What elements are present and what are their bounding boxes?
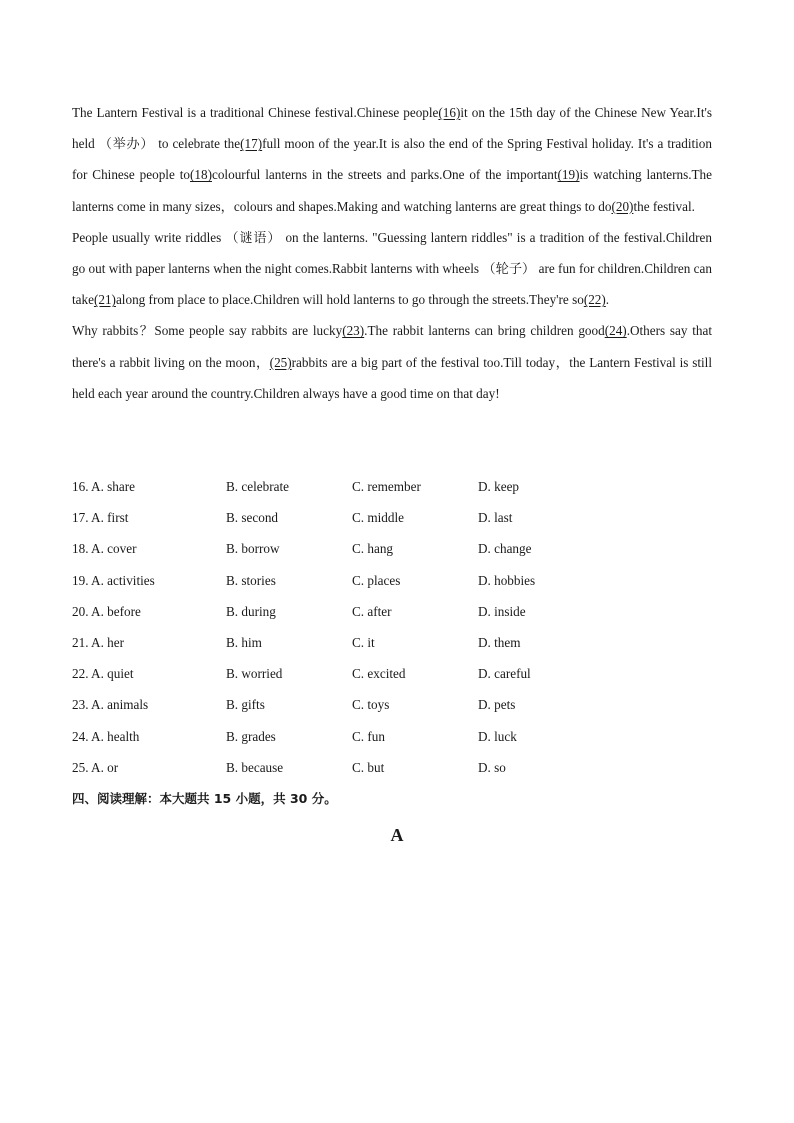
blank-number: (25): [269, 354, 292, 370]
option-choice: C. but: [352, 759, 385, 775]
blank-number: (23): [342, 323, 365, 339]
passage-paragraph-1: [72, 97, 712, 222]
option-choice: 17. A. first: [72, 510, 129, 526]
cloze-passage: [72, 97, 712, 409]
option-choice: B. during: [226, 603, 276, 619]
option-choice: D. so: [478, 759, 506, 775]
option-choice: B. second: [226, 510, 279, 526]
passage-text: the festival.: [633, 198, 695, 214]
passage-text: The Lantern Festival is a traditional Chinese festival.Chinese people: [72, 105, 439, 120]
option-choice: C. after: [352, 603, 392, 619]
question-option-row: [72, 565, 712, 596]
question-option-row: [72, 658, 712, 689]
question-option-row: [72, 689, 712, 720]
option-choice: D. them: [478, 634, 521, 650]
option-choice: B. him: [226, 634, 262, 650]
blank-number: (20): [611, 198, 634, 214]
passage-text: colourful lanterns in the streets and parks.One of the important: [211, 167, 558, 183]
option-choice: C. fun: [352, 728, 385, 744]
question-option-row: [72, 752, 712, 783]
option-choice: C. hang: [352, 541, 394, 557]
option-choice: B. gifts: [226, 697, 265, 713]
passage-text: .Others say that there's a rabbit living on the moon，: [72, 323, 712, 370]
passage-text: Why rabbits？Some people say rabbits are lucky: [72, 323, 343, 339]
option-choice: D. keep: [478, 479, 520, 494]
blank-number: (17): [240, 136, 263, 152]
passage-text: full moon of the year.It is also the end of the Spring Festival holiday. It's a tradition for Chinese people to: [72, 136, 712, 183]
question-option-row: [72, 596, 712, 627]
option-choice: C. remember: [352, 479, 421, 494]
option-choice: 23. A. animals: [72, 697, 149, 713]
option-choice: C. toys: [352, 697, 390, 713]
option-choice: B. grades: [226, 728, 276, 744]
question-option-row: [72, 471, 712, 502]
option-choice: B. stories: [226, 572, 276, 588]
passage-text: .: [605, 292, 610, 308]
option-choice: D. change: [478, 541, 532, 557]
option-choice: B. celebrate: [226, 479, 289, 494]
option-choice: D. careful: [478, 666, 531, 682]
option-choice: D. pets: [478, 697, 516, 713]
option-choice: 19. A. activities: [72, 572, 155, 588]
question-option-row: [72, 627, 712, 658]
passage-text: it on the 15th day of the Chinese New Year.It's held （举办） to celebrate the: [72, 105, 712, 152]
blank-number: (22): [583, 292, 606, 308]
answer-options: [72, 471, 712, 783]
option-choice: C. it: [352, 634, 375, 650]
option-choice: B. because: [226, 759, 284, 775]
option-choice: C. middle: [352, 510, 405, 526]
passage-text: .The rabbit lanterns can bring children good: [364, 323, 605, 339]
option-choice: B. worried: [226, 666, 283, 682]
option-choice: D. luck: [478, 728, 517, 744]
option-choice: 20. A. before: [72, 603, 141, 619]
passage-text: People usually write riddles （谜语） on the lanterns. "Guessing lantern riddles" is a tradition of the festival.Children go out with paper lanterns when the night comes.Rabbit lanterns with wheels （轮子） are fun for children.Children can take: [72, 229, 712, 308]
passage-text: rabbits are a big part of the festival too.Till today，the Lantern Festival is still held each year around the country.Children always have a good time on that day!: [72, 354, 712, 401]
option-choice: D. inside: [478, 603, 526, 619]
blank-number: (16): [438, 105, 461, 120]
option-choice: C. excited: [352, 666, 406, 682]
blank-number: (24): [604, 323, 627, 339]
option-choice: 21. A. her: [72, 634, 125, 650]
option-choice: B. borrow: [226, 541, 280, 557]
option-choice: C. places: [352, 572, 401, 588]
option-choice: 25. A. or: [72, 759, 119, 775]
section-heading: 四、阅读理解：本大题共 15 小题，共 30 分。: [72, 791, 337, 806]
blank-number: (19): [557, 167, 580, 183]
blank-number: (18): [190, 167, 212, 183]
passage-paragraph-3: [72, 315, 712, 409]
option-choice: D. hobbies: [478, 572, 536, 588]
question-option-row: [72, 502, 712, 533]
option-choice: 22. A. quiet: [72, 666, 134, 682]
question-option-row: [72, 533, 712, 564]
option-choice: 18. A. cover: [72, 541, 137, 557]
option-choice: 24. A. health: [72, 728, 140, 744]
question-option-row: [72, 721, 712, 752]
passage-paragraph-2: [72, 222, 712, 316]
option-choice: D. last: [478, 510, 513, 526]
blank-number: (21): [93, 292, 116, 308]
section-letter: A: [390, 825, 404, 845]
passage-text: is watching lanterns.The lanterns come in many sizes，colours and shapes.Making and watching lanterns are great things to do: [72, 167, 713, 214]
passage-text: along from place to place.Children will hold lanterns to go through the streets.They're so: [115, 292, 584, 308]
option-choice: 16. A. share: [72, 479, 135, 494]
